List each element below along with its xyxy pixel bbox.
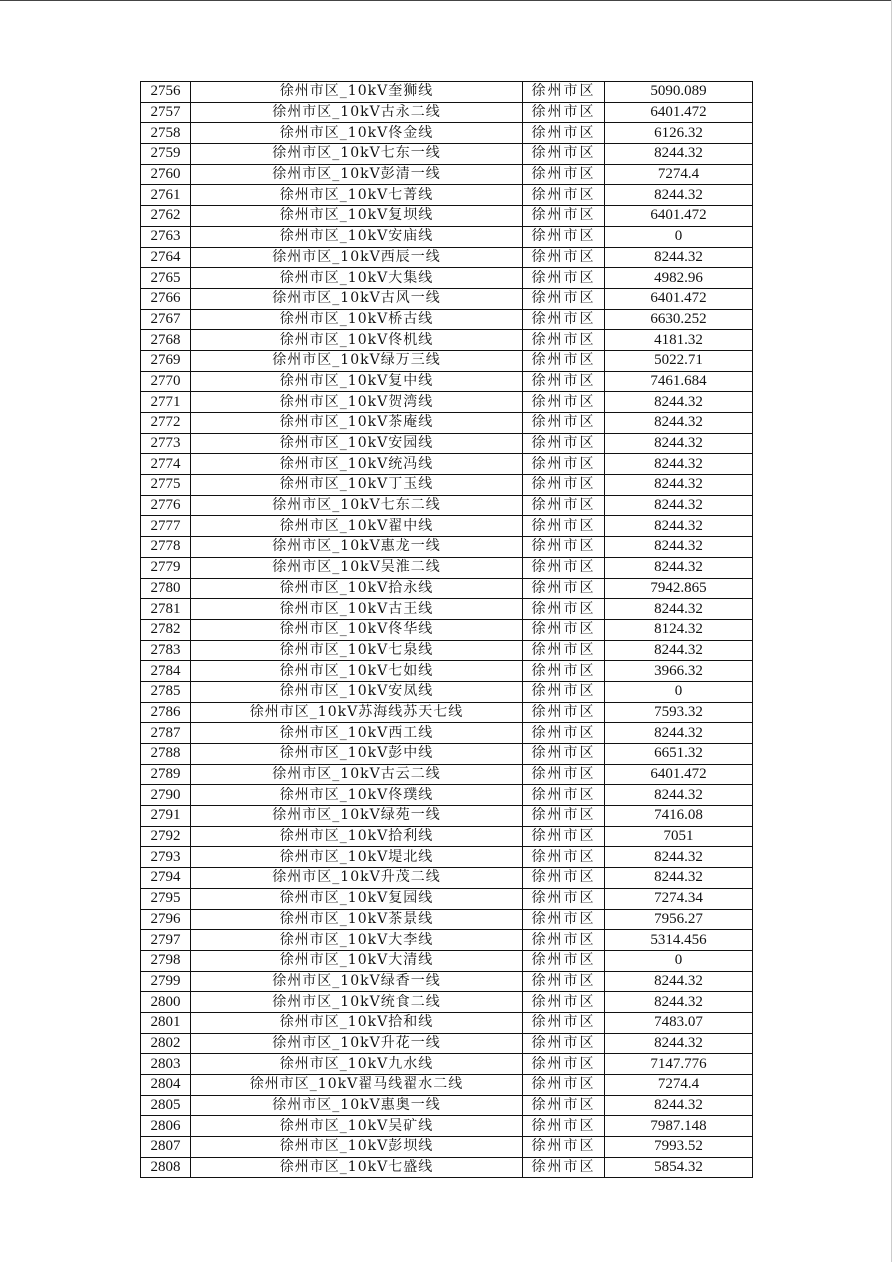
area-cell: 徐州市区 <box>523 661 605 682</box>
value-cell: 0 <box>605 950 753 971</box>
value-cell: 8244.32 <box>605 1033 753 1054</box>
value-cell: 7483.07 <box>605 1012 753 1033</box>
row-number-cell: 2793 <box>141 847 191 868</box>
table-row <box>141 868 753 889</box>
area-cell: 徐州市区 <box>523 1075 605 1096</box>
table-row <box>141 268 753 289</box>
line-name-cell: 徐州市区_10kV大集线 <box>191 268 523 289</box>
value-cell: 0 <box>605 226 753 247</box>
area-cell: 徐州市区 <box>523 123 605 144</box>
row-number-cell: 2774 <box>141 454 191 475</box>
row-number-cell: 2790 <box>141 785 191 806</box>
value-cell: 8244.32 <box>605 640 753 661</box>
area-cell: 徐州市区 <box>523 785 605 806</box>
line-name-cell: 徐州市区_10kV大李线 <box>191 930 523 951</box>
line-name-cell: 徐州市区_10kV惠奥一线 <box>191 1095 523 1116</box>
row-number-cell: 2770 <box>141 371 191 392</box>
row-number-cell: 2767 <box>141 309 191 330</box>
row-number-cell: 2787 <box>141 723 191 744</box>
area-cell: 徐州市区 <box>523 288 605 309</box>
area-cell: 徐州市区 <box>523 309 605 330</box>
value-cell: 5854.32 <box>605 1157 753 1178</box>
value-cell: 8244.32 <box>605 992 753 1013</box>
table-row <box>141 516 753 537</box>
line-name-cell: 徐州市区_10kV七如线 <box>191 661 523 682</box>
area-cell: 徐州市区 <box>523 950 605 971</box>
value-cell: 7993.52 <box>605 1137 753 1158</box>
area-cell: 徐州市区 <box>523 247 605 268</box>
line-name-cell: 徐州市区_10kV七盛线 <box>191 1157 523 1178</box>
area-cell: 徐州市区 <box>523 268 605 289</box>
row-number-cell: 2762 <box>141 206 191 227</box>
line-name-cell: 徐州市区_10kV七泉线 <box>191 640 523 661</box>
table-row <box>141 226 753 247</box>
row-number-cell: 2757 <box>141 102 191 123</box>
area-cell: 徐州市区 <box>523 413 605 434</box>
line-name-cell: 徐州市区_10kV彭清一线 <box>191 164 523 185</box>
table-row <box>141 433 753 454</box>
area-cell: 徐州市区 <box>523 847 605 868</box>
table-row <box>141 1054 753 1075</box>
table-row <box>141 1075 753 1096</box>
value-cell: 8244.32 <box>605 557 753 578</box>
area-cell: 徐州市区 <box>523 164 605 185</box>
area-cell: 徐州市区 <box>523 619 605 640</box>
value-cell: 8244.32 <box>605 185 753 206</box>
area-cell: 徐州市区 <box>523 1116 605 1137</box>
value-cell: 8244.32 <box>605 475 753 496</box>
area-cell: 徐州市区 <box>523 495 605 516</box>
table-row <box>141 806 753 827</box>
line-name-cell: 徐州市区_10kV九水线 <box>191 1054 523 1075</box>
table-row <box>141 930 753 951</box>
line-name-cell: 徐州市区_10kV茶庵线 <box>191 413 523 434</box>
value-cell: 8244.32 <box>605 433 753 454</box>
table-row <box>141 971 753 992</box>
row-number-cell: 2799 <box>141 971 191 992</box>
line-name-cell: 徐州市区_10kV吴淮二线 <box>191 557 523 578</box>
line-name-cell: 徐州市区_10kV佟机线 <box>191 330 523 351</box>
line-name-cell: 徐州市区_10kV古王线 <box>191 599 523 620</box>
table-row <box>141 185 753 206</box>
row-number-cell: 2780 <box>141 578 191 599</box>
value-cell: 6630.252 <box>605 309 753 330</box>
area-cell: 徐州市区 <box>523 557 605 578</box>
area-cell: 徐州市区 <box>523 1054 605 1075</box>
row-number-cell: 2760 <box>141 164 191 185</box>
table-row <box>141 1137 753 1158</box>
row-number-cell: 2806 <box>141 1116 191 1137</box>
row-number-cell: 2769 <box>141 350 191 371</box>
area-cell: 徐州市区 <box>523 371 605 392</box>
table-row <box>141 247 753 268</box>
value-cell: 8244.32 <box>605 454 753 475</box>
table-body <box>141 82 753 1178</box>
area-cell: 徐州市区 <box>523 764 605 785</box>
area-cell: 徐州市区 <box>523 433 605 454</box>
row-number-cell: 2768 <box>141 330 191 351</box>
value-cell: 8244.32 <box>605 413 753 434</box>
row-number-cell: 2805 <box>141 1095 191 1116</box>
value-cell: 8244.32 <box>605 599 753 620</box>
area-cell: 徐州市区 <box>523 392 605 413</box>
area-cell: 徐州市区 <box>523 930 605 951</box>
row-number-cell: 2784 <box>141 661 191 682</box>
row-number-cell: 2782 <box>141 619 191 640</box>
table-row <box>141 578 753 599</box>
row-number-cell: 2783 <box>141 640 191 661</box>
row-number-cell: 2785 <box>141 681 191 702</box>
area-cell: 徐州市区 <box>523 82 605 103</box>
value-cell: 0 <box>605 681 753 702</box>
row-number-cell: 2761 <box>141 185 191 206</box>
table-row <box>141 950 753 971</box>
area-cell: 徐州市区 <box>523 537 605 558</box>
line-name-cell: 徐州市区_10kV吴矿线 <box>191 1116 523 1137</box>
row-number-cell: 2801 <box>141 1012 191 1033</box>
row-number-cell: 2772 <box>141 413 191 434</box>
table-row <box>141 681 753 702</box>
value-cell: 5314.456 <box>605 930 753 951</box>
line-name-cell: 徐州市区_10kV翟中线 <box>191 516 523 537</box>
value-cell: 7274.4 <box>605 164 753 185</box>
table-row <box>141 164 753 185</box>
value-cell: 5090.089 <box>605 82 753 103</box>
value-cell: 8244.32 <box>605 868 753 889</box>
line-name-cell: 徐州市区_10kV彭中线 <box>191 744 523 765</box>
table-row <box>141 1116 753 1137</box>
row-number-cell: 2773 <box>141 433 191 454</box>
table-row <box>141 557 753 578</box>
table-row <box>141 102 753 123</box>
line-name-cell: 徐州市区_10kV统食二线 <box>191 992 523 1013</box>
area-cell: 徐州市区 <box>523 226 605 247</box>
area-cell: 徐州市区 <box>523 102 605 123</box>
area-cell: 徐州市区 <box>523 454 605 475</box>
row-number-cell: 2763 <box>141 226 191 247</box>
area-cell: 徐州市区 <box>523 1095 605 1116</box>
row-number-cell: 2779 <box>141 557 191 578</box>
row-number-cell: 2776 <box>141 495 191 516</box>
line-name-cell: 徐州市区_10kV堤北线 <box>191 847 523 868</box>
table-row <box>141 888 753 909</box>
table-row <box>141 1033 753 1054</box>
area-cell: 徐州市区 <box>523 909 605 930</box>
line-name-cell: 徐州市区_10kV复坝线 <box>191 206 523 227</box>
table-row <box>141 1012 753 1033</box>
area-cell: 徐州市区 <box>523 640 605 661</box>
line-name-cell: 徐州市区_10kV统冯线 <box>191 454 523 475</box>
value-cell: 5022.71 <box>605 350 753 371</box>
line-name-cell: 徐州市区_10kV丁玉线 <box>191 475 523 496</box>
row-number-cell: 2771 <box>141 392 191 413</box>
line-name-cell: 徐州市区_10kV佟华线 <box>191 619 523 640</box>
value-cell: 7274.34 <box>605 888 753 909</box>
area-cell: 徐州市区 <box>523 475 605 496</box>
value-cell: 7416.08 <box>605 806 753 827</box>
area-cell: 徐州市区 <box>523 144 605 165</box>
area-cell: 徐州市区 <box>523 826 605 847</box>
row-number-cell: 2766 <box>141 288 191 309</box>
area-cell: 徐州市区 <box>523 516 605 537</box>
table-row <box>141 475 753 496</box>
line-name-cell: 徐州市区_10kV桥古线 <box>191 309 523 330</box>
table-row <box>141 599 753 620</box>
row-number-cell: 2795 <box>141 888 191 909</box>
table-row <box>141 1095 753 1116</box>
row-number-cell: 2764 <box>141 247 191 268</box>
area-cell: 徐州市区 <box>523 806 605 827</box>
value-cell: 7942.865 <box>605 578 753 599</box>
table-row <box>141 702 753 723</box>
area-cell: 徐州市区 <box>523 702 605 723</box>
row-number-cell: 2792 <box>141 826 191 847</box>
table-row <box>141 454 753 475</box>
table-row <box>141 744 753 765</box>
table-row <box>141 82 753 103</box>
row-number-cell: 2759 <box>141 144 191 165</box>
line-name-cell: 徐州市区_10kV七菁线 <box>191 185 523 206</box>
line-name-cell: 徐州市区_10kV西辰一线 <box>191 247 523 268</box>
table-row <box>141 847 753 868</box>
value-cell: 8244.32 <box>605 495 753 516</box>
value-cell: 8244.32 <box>605 537 753 558</box>
value-cell: 8244.32 <box>605 723 753 744</box>
line-name-cell: 徐州市区_10kV彭坝线 <box>191 1137 523 1158</box>
value-cell: 6401.472 <box>605 206 753 227</box>
line-name-cell: 徐州市区_10kV升花一线 <box>191 1033 523 1054</box>
table-row <box>141 350 753 371</box>
value-cell: 6401.472 <box>605 764 753 785</box>
line-name-cell: 徐州市区_10kV奎狮线 <box>191 82 523 103</box>
area-cell: 徐州市区 <box>523 1012 605 1033</box>
table-row <box>141 826 753 847</box>
value-cell: 8244.32 <box>605 971 753 992</box>
table-row <box>141 206 753 227</box>
area-cell: 徐州市区 <box>523 723 605 744</box>
value-cell: 7051 <box>605 826 753 847</box>
line-name-cell: 徐州市区_10kV惠龙一线 <box>191 537 523 558</box>
line-name-cell: 徐州市区_10kV古永二线 <box>191 102 523 123</box>
area-cell: 徐州市区 <box>523 206 605 227</box>
line-name-cell: 徐州市区_10kV古风一线 <box>191 288 523 309</box>
row-number-cell: 2808 <box>141 1157 191 1178</box>
value-cell: 6401.472 <box>605 102 753 123</box>
area-cell: 徐州市区 <box>523 971 605 992</box>
line-name-cell: 徐州市区_10kV升茂二线 <box>191 868 523 889</box>
table-row <box>141 144 753 165</box>
line-name-cell: 徐州市区_10kV安园线 <box>191 433 523 454</box>
value-cell: 4982.96 <box>605 268 753 289</box>
area-cell: 徐州市区 <box>523 599 605 620</box>
table-row <box>141 909 753 930</box>
area-cell: 徐州市区 <box>523 1157 605 1178</box>
table-row <box>141 392 753 413</box>
area-cell: 徐州市区 <box>523 744 605 765</box>
value-cell: 8244.32 <box>605 516 753 537</box>
row-number-cell: 2778 <box>141 537 191 558</box>
row-number-cell: 2775 <box>141 475 191 496</box>
area-cell: 徐州市区 <box>523 992 605 1013</box>
line-name-cell: 徐州市区_10kV绿苑一线 <box>191 806 523 827</box>
line-name-cell: 徐州市区_10kV安庙线 <box>191 226 523 247</box>
row-number-cell: 2756 <box>141 82 191 103</box>
table-row <box>141 371 753 392</box>
line-name-cell: 徐州市区_10kV贺湾线 <box>191 392 523 413</box>
line-name-cell: 徐州市区_10kV佟璞线 <box>191 785 523 806</box>
row-number-cell: 2777 <box>141 516 191 537</box>
feeder-data-table <box>140 81 753 1178</box>
table-row <box>141 1157 753 1178</box>
row-number-cell: 2804 <box>141 1075 191 1096</box>
table-row <box>141 309 753 330</box>
table-row <box>141 330 753 351</box>
table-row <box>141 764 753 785</box>
row-number-cell: 2786 <box>141 702 191 723</box>
line-name-cell: 徐州市区_10kV茶景线 <box>191 909 523 930</box>
line-name-cell: 徐州市区_10kV拾永线 <box>191 578 523 599</box>
line-name-cell: 徐州市区_10kV复中线 <box>191 371 523 392</box>
document-table-container <box>140 81 753 1178</box>
row-number-cell: 2797 <box>141 930 191 951</box>
page-top-border <box>0 0 892 1</box>
table-row <box>141 619 753 640</box>
value-cell: 6126.32 <box>605 123 753 144</box>
area-cell: 徐州市区 <box>523 868 605 889</box>
line-name-cell: 徐州市区_10kV苏海线苏天七线 <box>191 702 523 723</box>
line-name-cell: 徐州市区_10kV复园线 <box>191 888 523 909</box>
row-number-cell: 2794 <box>141 868 191 889</box>
row-number-cell: 2765 <box>141 268 191 289</box>
table-row <box>141 123 753 144</box>
row-number-cell: 2796 <box>141 909 191 930</box>
table-row <box>141 413 753 434</box>
area-cell: 徐州市区 <box>523 1137 605 1158</box>
row-number-cell: 2798 <box>141 950 191 971</box>
value-cell: 7956.27 <box>605 909 753 930</box>
row-number-cell: 2800 <box>141 992 191 1013</box>
value-cell: 7987.148 <box>605 1116 753 1137</box>
line-name-cell: 徐州市区_10kV拾利线 <box>191 826 523 847</box>
line-name-cell: 徐州市区_10kV绿香一线 <box>191 971 523 992</box>
row-number-cell: 2789 <box>141 764 191 785</box>
area-cell: 徐州市区 <box>523 578 605 599</box>
value-cell: 7593.32 <box>605 702 753 723</box>
table-row <box>141 495 753 516</box>
table-row <box>141 992 753 1013</box>
area-cell: 徐州市区 <box>523 185 605 206</box>
table-row <box>141 723 753 744</box>
line-name-cell: 徐州市区_10kV七东一线 <box>191 144 523 165</box>
line-name-cell: 徐州市区_10kV拾和线 <box>191 1012 523 1033</box>
value-cell: 7461.684 <box>605 371 753 392</box>
value-cell: 8244.32 <box>605 144 753 165</box>
table-row <box>141 288 753 309</box>
value-cell: 6651.32 <box>605 744 753 765</box>
area-cell: 徐州市区 <box>523 330 605 351</box>
line-name-cell: 徐州市区_10kV大清线 <box>191 950 523 971</box>
row-number-cell: 2802 <box>141 1033 191 1054</box>
table-row <box>141 661 753 682</box>
line-name-cell: 徐州市区_10kV绿万三线 <box>191 350 523 371</box>
row-number-cell: 2788 <box>141 744 191 765</box>
line-name-cell: 徐州市区_10kV古云二线 <box>191 764 523 785</box>
row-number-cell: 2758 <box>141 123 191 144</box>
line-name-cell: 徐州市区_10kV七东二线 <box>191 495 523 516</box>
value-cell: 7147.776 <box>605 1054 753 1075</box>
table-row <box>141 537 753 558</box>
table-row <box>141 785 753 806</box>
row-number-cell: 2803 <box>141 1054 191 1075</box>
value-cell: 8124.32 <box>605 619 753 640</box>
value-cell: 8244.32 <box>605 785 753 806</box>
line-name-cell: 徐州市区_10kV佟金线 <box>191 123 523 144</box>
value-cell: 8244.32 <box>605 847 753 868</box>
row-number-cell: 2781 <box>141 599 191 620</box>
table-row <box>141 640 753 661</box>
value-cell: 6401.472 <box>605 288 753 309</box>
value-cell: 8244.32 <box>605 392 753 413</box>
area-cell: 徐州市区 <box>523 350 605 371</box>
value-cell: 3966.32 <box>605 661 753 682</box>
row-number-cell: 2791 <box>141 806 191 827</box>
line-name-cell: 徐州市区_10kV翟马线翟水二线 <box>191 1075 523 1096</box>
line-name-cell: 徐州市区_10kV安凤线 <box>191 681 523 702</box>
row-number-cell: 2807 <box>141 1137 191 1158</box>
value-cell: 4181.32 <box>605 330 753 351</box>
area-cell: 徐州市区 <box>523 888 605 909</box>
line-name-cell: 徐州市区_10kV西工线 <box>191 723 523 744</box>
area-cell: 徐州市区 <box>523 681 605 702</box>
value-cell: 8244.32 <box>605 1095 753 1116</box>
area-cell: 徐州市区 <box>523 1033 605 1054</box>
value-cell: 7274.4 <box>605 1075 753 1096</box>
value-cell: 8244.32 <box>605 247 753 268</box>
